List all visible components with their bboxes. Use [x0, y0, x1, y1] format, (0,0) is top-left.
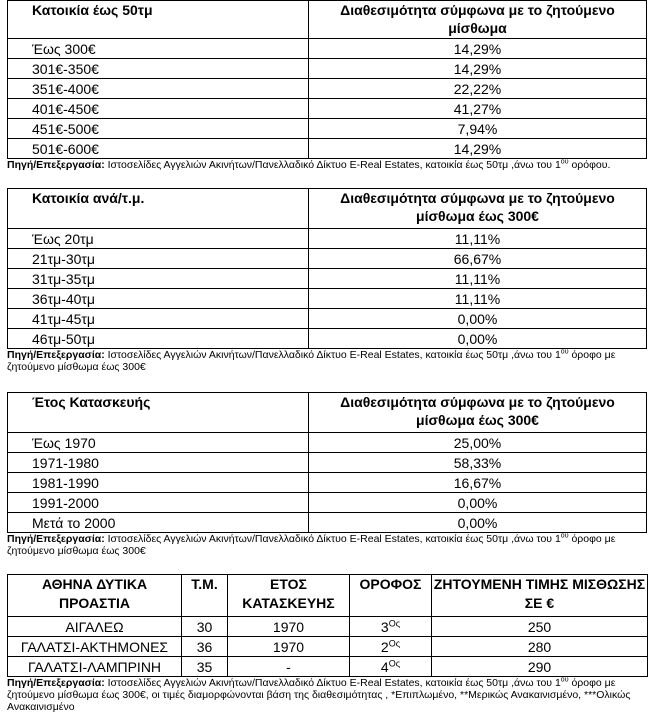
table-cell: 36τμ-40τμ: [8, 289, 309, 309]
source-note: [7, 677, 647, 713]
column-header: Διαθεσιμότητα σύμφωνα με το ζητούμενο μίσθωμα έως 300€: [309, 393, 647, 433]
table-cell: Έως 1970: [8, 433, 309, 453]
listings-section: [0, 574, 650, 713]
table-cell: 14,29%: [309, 39, 647, 59]
listings-table: [7, 574, 648, 677]
floor-value: 2: [380, 638, 389, 655]
source-label: Πηγή/Επεξεργασία:: [7, 349, 105, 361]
year-availability-table: [7, 392, 647, 533]
rent-availability-table: [7, 0, 647, 159]
source-note: [7, 159, 647, 171]
column-header: Τ.Μ.: [182, 575, 228, 617]
table-cell: 31τμ-35τμ: [8, 269, 309, 289]
table-row: [8, 637, 648, 657]
year-cell: 1970: [228, 637, 350, 657]
floor-value: 4: [380, 658, 389, 675]
floor-ordinal: Ος: [388, 617, 401, 628]
year-cell: -: [228, 657, 350, 677]
table-row: [8, 617, 648, 637]
table-cell: Έως 300€: [8, 39, 309, 59]
column-header: ΟΡΟΦΟΣ: [350, 575, 432, 617]
sqm-cell: 35: [182, 657, 228, 677]
year-availability-section: [0, 392, 650, 557]
table-cell: 0,00%: [309, 309, 647, 329]
column-header: Διαθεσιμότητα σύμφωνα με το ζητούμενο μίσθωμα: [309, 1, 647, 39]
area-cell: ΓΑΛΑΤΣΙ-ΛΑΜΠΡΙΝΗ: [8, 657, 182, 677]
table-cell: 11,11%: [309, 289, 647, 309]
table-cell: 0,00%: [309, 493, 647, 513]
table-cell: 1971-1980: [8, 453, 309, 473]
column-header: Κατοικία έως 50τμ: [8, 1, 309, 39]
size-availability-table: [7, 188, 647, 349]
table-cell: 351€-400€: [8, 79, 309, 99]
sqm-cell: 30: [182, 617, 228, 637]
table-cell: 7,94%: [309, 119, 647, 139]
floor-cell: [350, 637, 432, 657]
floor-ordinal: Ος: [388, 657, 401, 668]
table-cell: 22,22%: [309, 79, 647, 99]
table-cell: 1991-2000: [8, 493, 309, 513]
table-cell: 0,00%: [309, 329, 647, 349]
floor-cell: [350, 617, 432, 637]
source-tail: όροφο με ζητούμενο μίσθωμα έως 300€, οι τιμές διαμορφώνονται βάση της διαθεσιμότητας , *Επιπλωμένο, **Μερικώς Ανακαινισμένο, ***Ολικώς Ανακαινισμένο: [7, 677, 631, 713]
table-cell: 1981-1990: [8, 473, 309, 493]
area-cell: ΓΑΛΑΤΣΙ-ΑΚΤΗΜΟΝΕΣ: [8, 637, 182, 657]
source-sup: ου: [560, 158, 569, 166]
price-cell: 250: [432, 617, 648, 637]
table-cell: 66,67%: [309, 249, 647, 269]
source-tail: ορόφου.: [568, 159, 611, 171]
table-cell: 11,11%: [309, 269, 647, 289]
table-row: [8, 657, 648, 677]
source-sup: ου: [560, 348, 569, 356]
table-cell: 25,00%: [309, 433, 647, 453]
column-header: Διαθεσιμότητα σύμφωνα με το ζητούμενο μίσθωμα έως 300€: [309, 189, 647, 229]
table-cell: 14,29%: [309, 139, 647, 159]
size-availability-section: [0, 188, 650, 373]
source-tail: όροφο με ζητούμενο μίσθωμα έως 300€: [7, 349, 616, 373]
table-cell: 451€-500€: [8, 119, 309, 139]
column-header: ΑΘΗΝΑ ΔΥΤΙΚΑ ΠΡΟΑΣΤΙΑ: [8, 575, 182, 617]
source-sup: ου: [560, 532, 569, 540]
table-cell: 41τμ-45τμ: [8, 309, 309, 329]
column-header: ΖΗΤΟΥΜΕΝΗ ΤΙΜΗΣ ΜΙΣΘΩΣΗΣ ΣΕ €: [432, 575, 648, 617]
source-label: Πηγή/Επεξεργασία:: [7, 159, 105, 171]
price-cell: 280: [432, 637, 648, 657]
table-cell: 21τμ-30τμ: [8, 249, 309, 269]
floor-cell: [350, 657, 432, 677]
table-cell: 0,00%: [309, 513, 647, 533]
source-text: Ιστοσελίδες Αγγελιών Ακινήτων/Πανελλαδικό Δίκτυο E-Real Estates, κατοικία έως 50τμ ,άνω του 1: [104, 677, 561, 689]
area-cell: ΑΙΓΑΛΕΩ: [8, 617, 182, 637]
table-cell: 401€-450€: [8, 99, 309, 119]
source-sup: ου: [560, 676, 569, 684]
table-cell: 41,27%: [309, 99, 647, 119]
table-cell: Μετά το 2000: [8, 513, 309, 533]
table-cell: 501€-600€: [8, 139, 309, 159]
rent-availability-section: [0, 0, 650, 171]
source-note: [7, 533, 647, 557]
table-cell: 14,29%: [309, 59, 647, 79]
column-header: Κατοικία ανά/τ.μ.: [8, 189, 309, 229]
source-note: [7, 349, 647, 373]
source-label: Πηγή/Επεξεργασία:: [7, 677, 105, 689]
table-cell: 58,33%: [309, 453, 647, 473]
price-cell: 290: [432, 657, 648, 677]
column-header: Έτος Κατασκευής: [8, 393, 309, 433]
source-text: Ιστοσελίδες Αγγελιών Ακινήτων/Πανελλαδικό Δίκτυο E-Real Estates, κατοικία έως 50τμ ,άνω του 1: [104, 349, 561, 361]
source-label: Πηγή/Επεξεργασία:: [7, 533, 105, 545]
source-text: Ιστοσελίδες Αγγελιών Ακινήτων/Πανελλαδικό Δίκτυο E-Real Estates, κατοικία έως 50τμ ,άνω του 1: [104, 533, 561, 545]
source-tail: όροφο με ζητούμενο μίσθωμα έως 300€: [7, 533, 616, 557]
table-cell: 46τμ-50τμ: [8, 329, 309, 349]
column-header: ΕΤΟΣ ΚΑΤΑΣΚΕΥΗΣ: [228, 575, 350, 617]
floor-value: 3: [380, 618, 389, 635]
year-cell: 1970: [228, 617, 350, 637]
table-cell: 16,67%: [309, 473, 647, 493]
table-cell: 11,11%: [309, 229, 647, 249]
floor-ordinal: Ος: [388, 637, 401, 648]
sqm-cell: 36: [182, 637, 228, 657]
source-text: Ιστοσελίδες Αγγελιών Ακινήτων/Πανελλαδικό Δίκτυο E-Real Estates, κατοικία έως 50τμ ,άνω του 1: [104, 159, 561, 171]
table-cell: Έως 20τμ: [8, 229, 309, 249]
table-cell: 301€-350€: [8, 59, 309, 79]
